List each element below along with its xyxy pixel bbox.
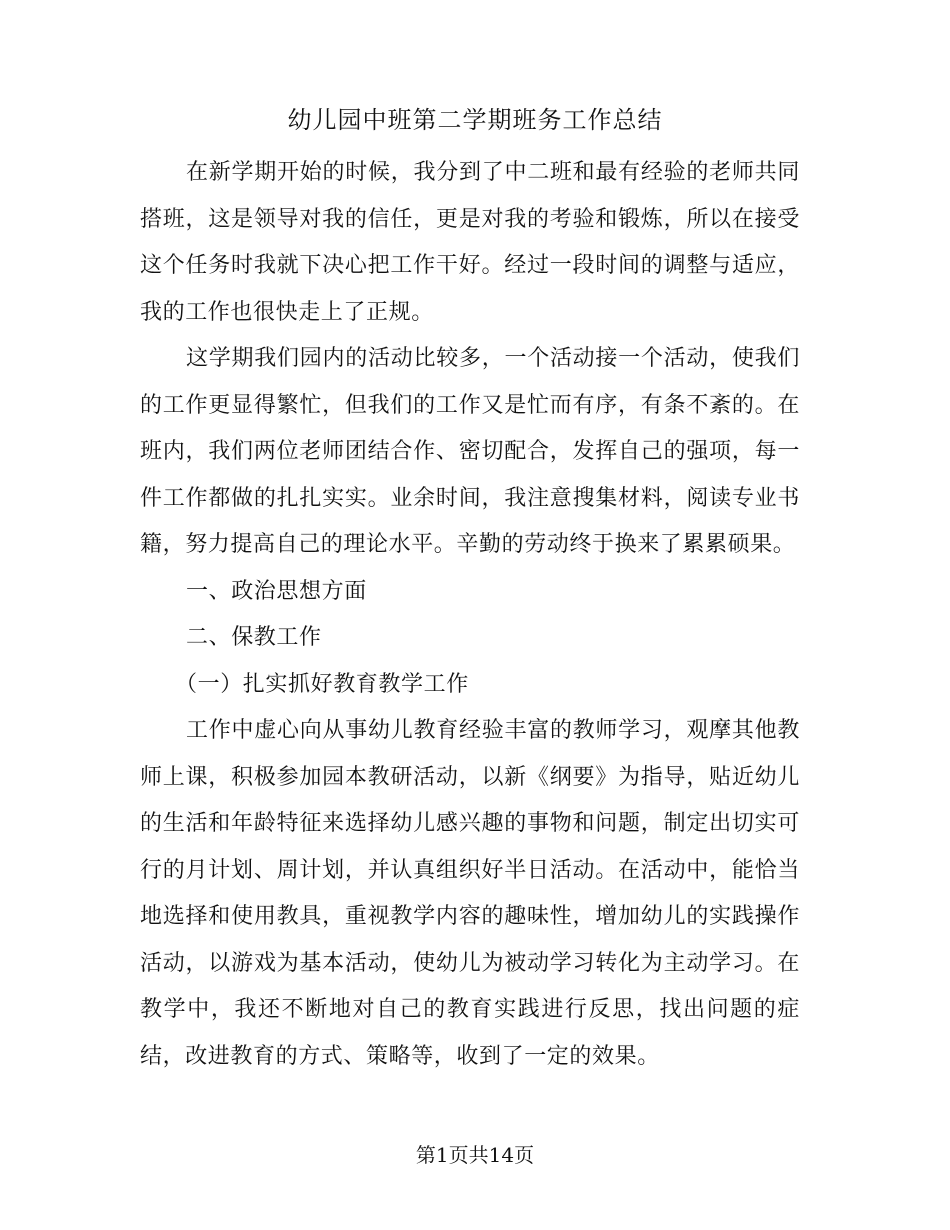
paragraph-intro: 在新学期开始的时候，我分到了中二班和最有经验的老师共同搭班，这是领导对我的信任，更是对我的考验和锻炼，所以在接受这个任务时我就下决心把工作干好。经过一段时间的调整与适应，我的工作也很快走上了正规。 [140, 160, 800, 325]
document-body [140, 150, 800, 1080]
heading-teaching-work: （一）扎实抓好教育教学工作 [175, 671, 469, 697]
paragraph-teaching: 工作中虚心向从事幼儿教育经验丰富的教师学习，观摩其他教师上课，积极参加园本教研活动，以新《纲要》为指导，贴近幼儿的生活和年龄特征来选择幼儿感兴趣的事物和问题，制定出切实可行的月计划、周计划，并认真组织好半日活动。在活动中，能恰当地选择和使用教具，重视教学内容的趣味性，增加幼儿的实践操作活动，以游戏为基本活动，使幼儿为被动学习转化为主动学习。在教学中，我还不断地对自己的教育实践进行反思，找出问题的症结，改进教育的方式、策略等，收到了一定的效果。 [140, 718, 800, 1069]
document-title: 幼儿园中班第二学期班务工作总结 [287, 106, 663, 134]
heading-political-thought: 一、政治思想方面 [186, 578, 367, 604]
page-number: 第1页共14页 [415, 1143, 535, 1167]
heading-care-education: 二、保教工作 [186, 625, 322, 650]
paragraph-activities: 这学期我们园内的活动比较多，一个活动接一个活动，使我们的工作更显得繁忙，但我们的工作又是忙而有序，有条不紊的。在班内，我们两位老师团结合作、密切配合，发挥自己的强项，每一件工作都做的扎扎实实。业余时间，我注意搜集材料，阅读专业书籍，努力提高自己的理论水平。辛勤的劳动终于换来了累累硕果。 [140, 346, 800, 557]
